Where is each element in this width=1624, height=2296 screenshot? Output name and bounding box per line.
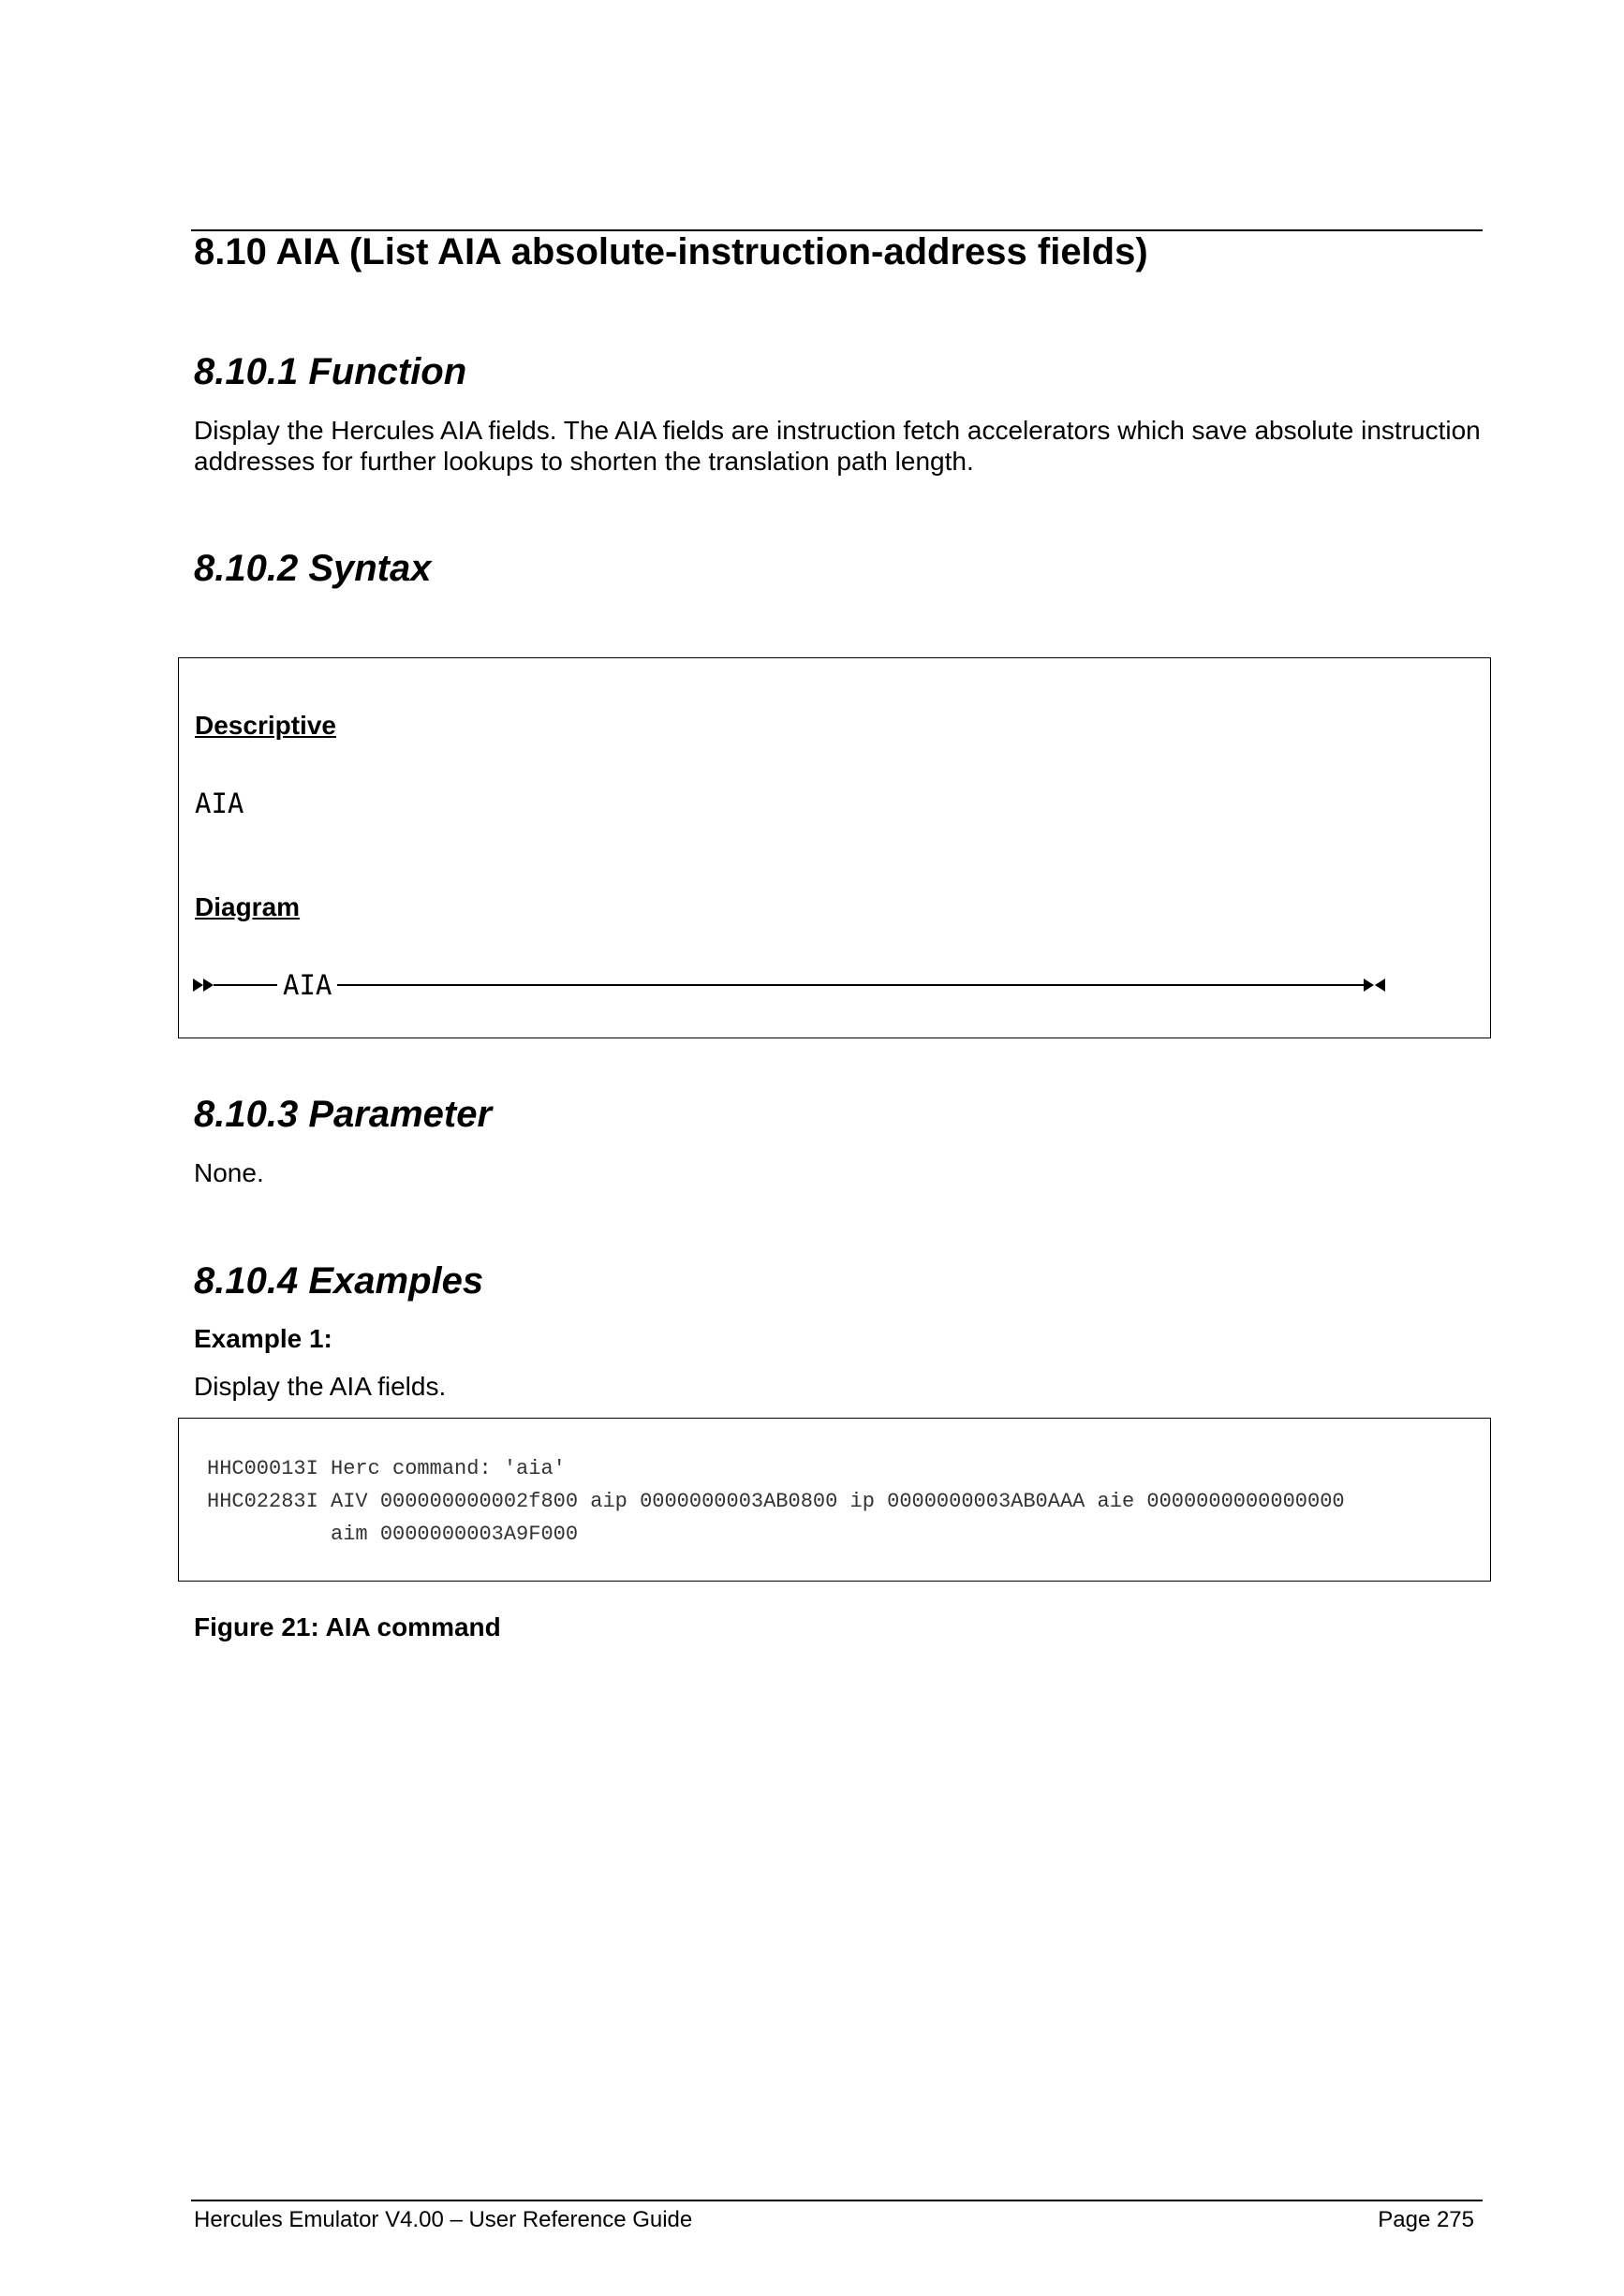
code-line: HHC02283I AIV 000000000002f800 aip 0000000003AB0800 ip 0000000003AB0AAA aie 0000000000000000 bbox=[207, 1490, 1345, 1513]
footer-title: Hercules Emulator V4.00 – User Reference Guide bbox=[194, 2207, 693, 2232]
diagram-label: Diagram bbox=[195, 892, 301, 921]
function-heading: 8.10.1 Function bbox=[194, 351, 467, 392]
example-1-label: Example 1: bbox=[194, 1324, 332, 1353]
footer-rule bbox=[191, 2200, 1483, 2201]
code-line: HHC00013I Herc command: 'aia' bbox=[207, 1457, 566, 1480]
figure-caption: Figure 21: AIA command bbox=[194, 1612, 501, 1641]
function-text: Display the Hercules AIA fields. The AIA fields are instruction fetch accelerators which save absolute instruction addresses for further lookups to shorten the translation path length. bbox=[194, 416, 1481, 476]
diagram-end-arrow bbox=[1364, 979, 1374, 992]
diagram-keyword: AIA bbox=[277, 969, 337, 1001]
syntax-diagram bbox=[193, 967, 1410, 1005]
section-title: 8.10 AIA (List AIA absolute-instruction-address fields) bbox=[194, 231, 1148, 272]
descriptive-text: AIA bbox=[195, 787, 244, 819]
code-line: aim 0000000003A9F000 bbox=[207, 1523, 579, 1546]
page-number: Page 275 bbox=[1378, 2207, 1474, 2232]
parameter-text: None. bbox=[194, 1158, 264, 1187]
syntax-diagram-graphic bbox=[193, 967, 1410, 1005]
syntax-box bbox=[178, 657, 1491, 1038]
example-1-text: Display the AIA fields. bbox=[194, 1372, 447, 1401]
diagram-start-arrow-1 bbox=[193, 979, 203, 992]
parameter-heading: 8.10.3 Parameter bbox=[194, 1094, 493, 1135]
diagram-end-stop bbox=[1375, 979, 1385, 992]
examples-heading: 8.10.4 Examples bbox=[194, 1260, 484, 1302]
code-block bbox=[207, 1452, 1345, 1551]
diagram-start-arrow-2 bbox=[203, 979, 214, 992]
descriptive-label: Descriptive bbox=[195, 711, 336, 740]
example-code-box bbox=[178, 1418, 1491, 1582]
syntax-heading: 8.10.2 Syntax bbox=[194, 548, 432, 589]
